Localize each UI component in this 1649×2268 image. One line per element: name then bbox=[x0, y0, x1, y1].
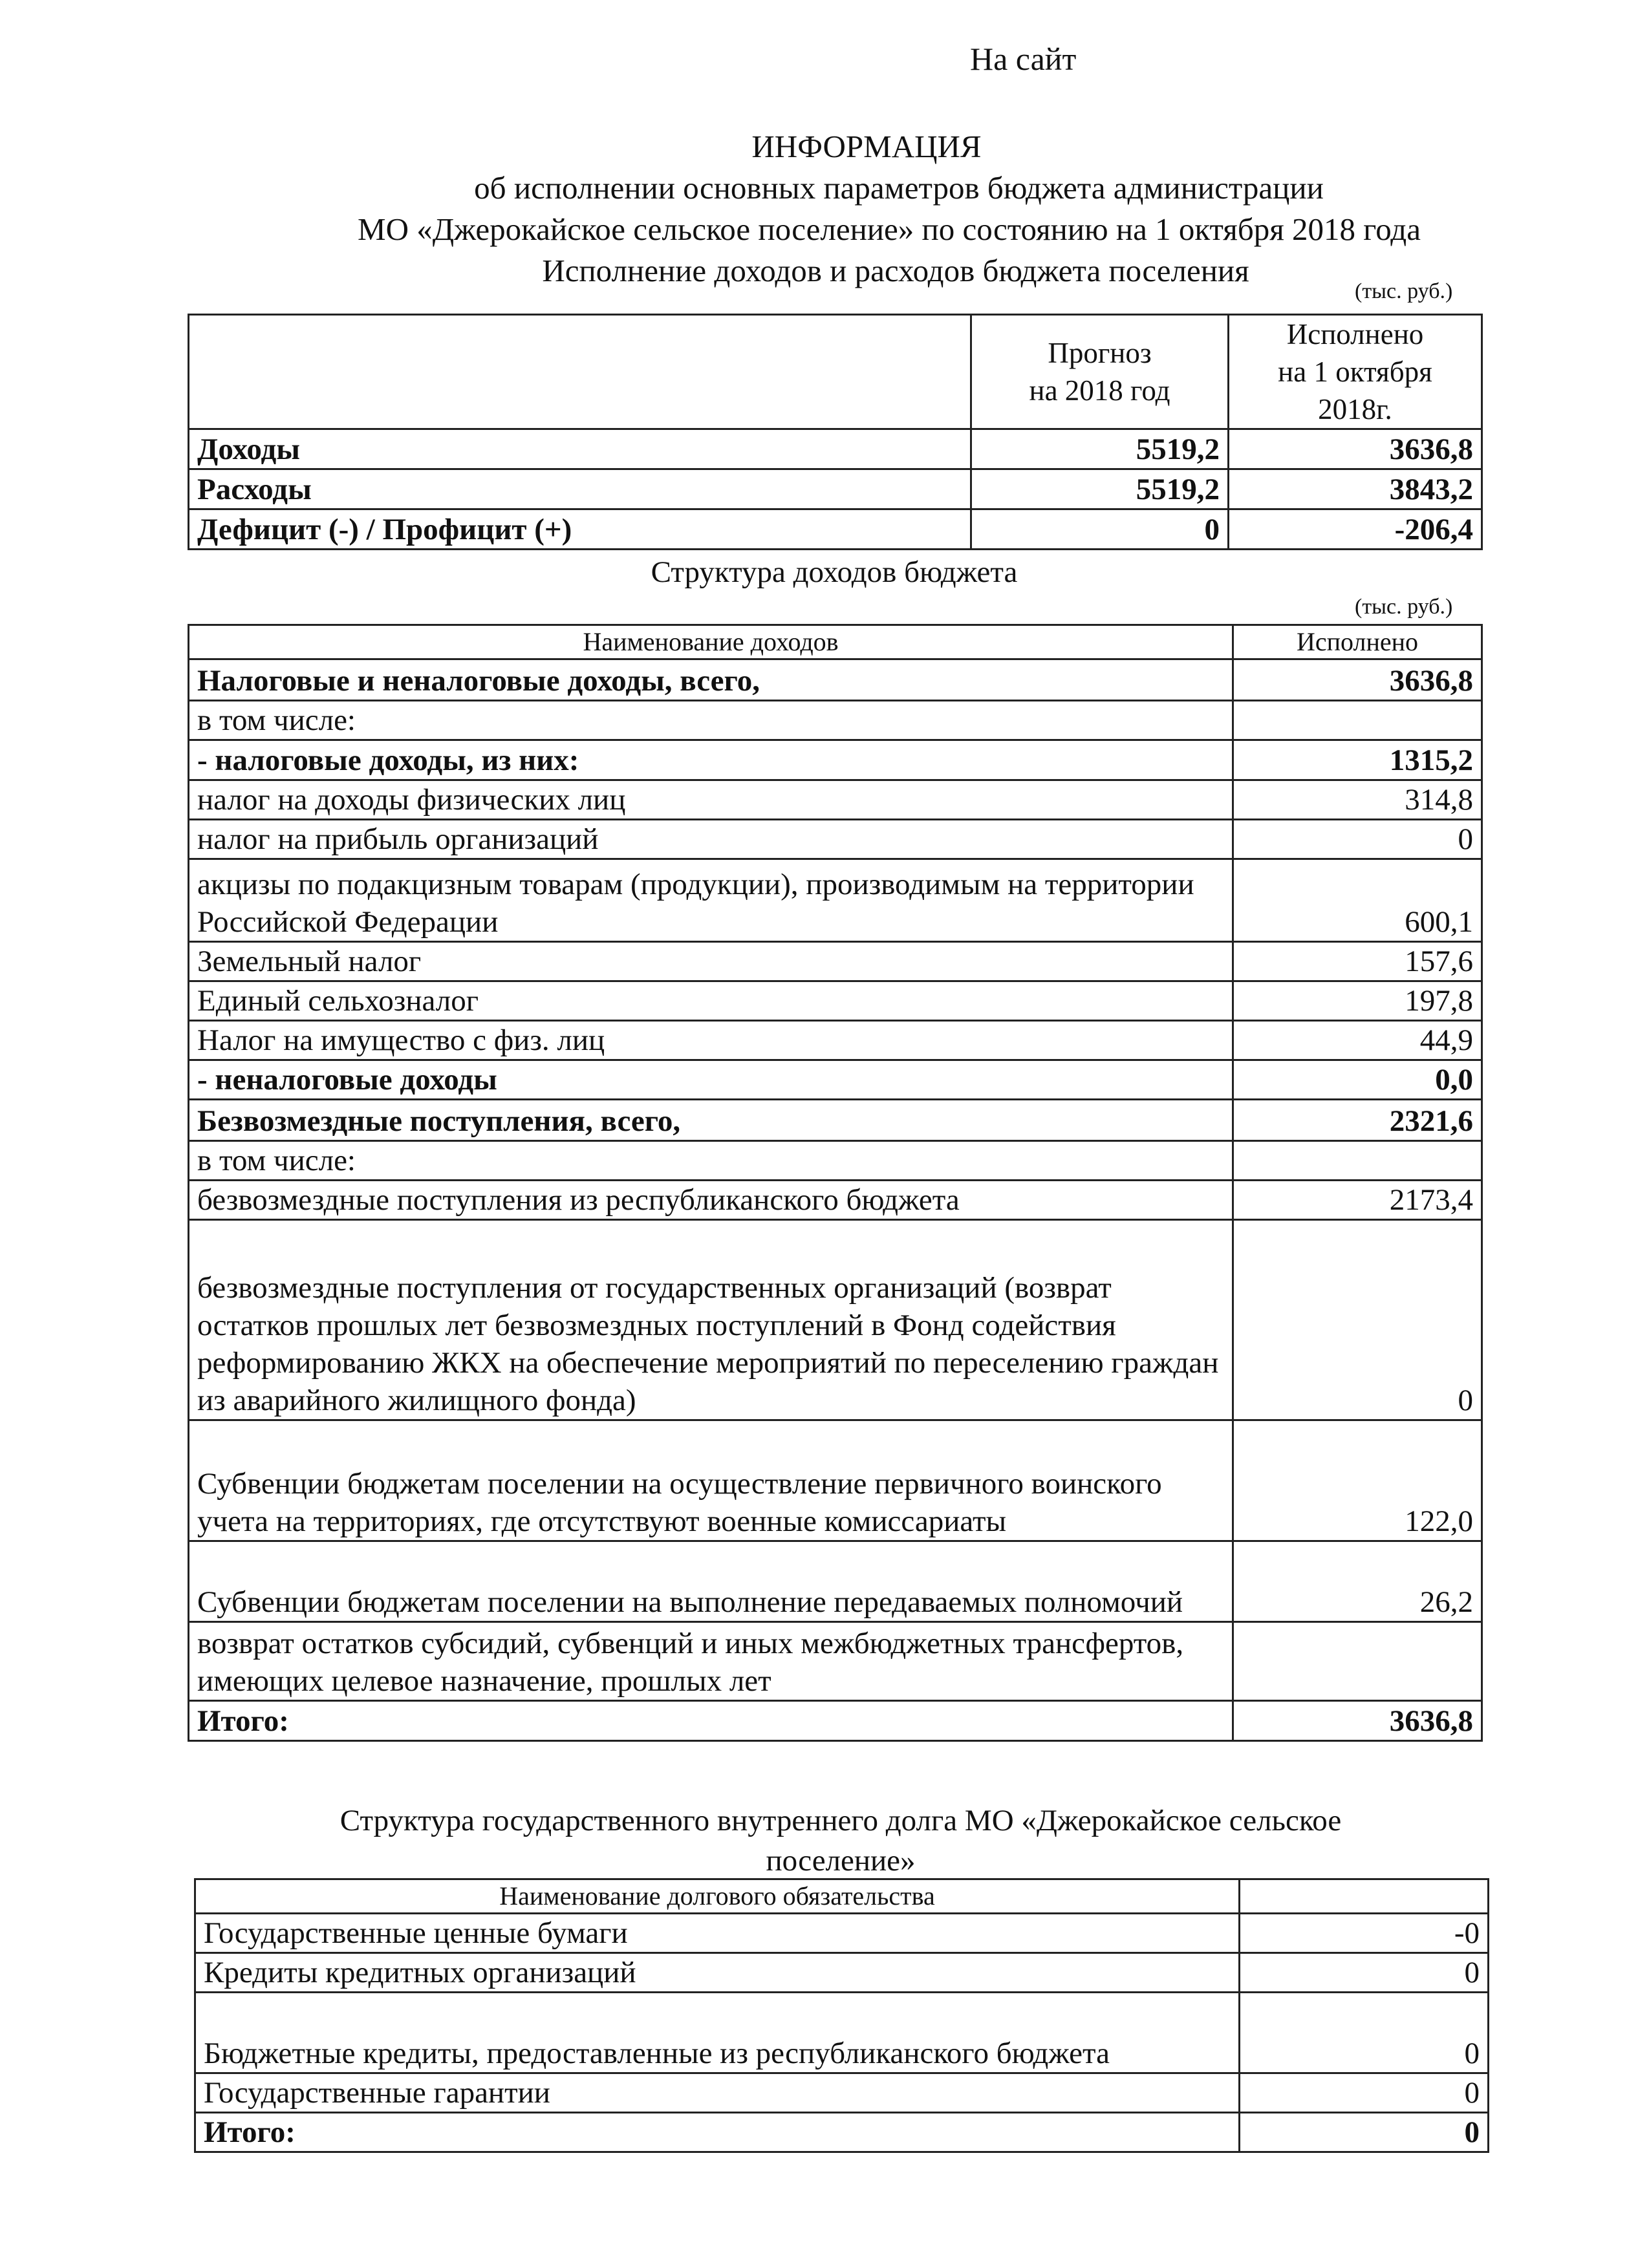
subtitle-line-3: Исполнение доходов и расходов бюджета поселения bbox=[542, 253, 1249, 288]
header-forecast bbox=[971, 315, 1229, 429]
row-value: 122,0 bbox=[1233, 1420, 1482, 1541]
row-forecast: 5519,2 bbox=[971, 429, 1229, 469]
na-sait-label: На сайт bbox=[970, 41, 1077, 77]
table-row bbox=[189, 1220, 1482, 1420]
row-name: Бюджетные кредиты, предоставленные из республиканского бюджета bbox=[195, 1993, 1240, 2073]
header-done-line3: 2018г. bbox=[1318, 393, 1392, 425]
table-row bbox=[189, 780, 1482, 820]
row-name: в том числе: bbox=[189, 701, 1233, 740]
row-value: 157,6 bbox=[1233, 942, 1482, 981]
row-name: безвозмездные поступления из республиканского бюджета bbox=[189, 1181, 1233, 1220]
table-row bbox=[195, 1953, 1489, 1993]
table-row bbox=[195, 1914, 1489, 1953]
row-value: 44,9 bbox=[1233, 1021, 1482, 1060]
row-name: Расходы bbox=[189, 469, 971, 509]
table-row bbox=[189, 509, 1482, 550]
row-done: 3843,2 bbox=[1229, 469, 1482, 509]
row-value: 314,8 bbox=[1233, 780, 1482, 820]
document-header bbox=[0, 126, 1649, 292]
row-name: Земельный налог bbox=[189, 942, 1233, 981]
table-row bbox=[189, 1622, 1482, 1701]
header-done bbox=[1229, 315, 1482, 429]
header-debt-name: Наименование долгового обязательства bbox=[195, 1879, 1240, 1914]
row-name: налог на доходы физических лиц bbox=[189, 780, 1233, 820]
row-name: возврат остатков субсидий, субвенций и иных межбюджетных трансфертов, имеющих целевое назначение, прошлых лет bbox=[189, 1622, 1233, 1701]
row-value: 3636,8 bbox=[1233, 659, 1482, 701]
table-row bbox=[189, 701, 1482, 740]
row-name: налог на прибыль организаций bbox=[189, 820, 1233, 859]
row-name: Итого: bbox=[195, 2113, 1240, 2152]
table-row bbox=[189, 859, 1482, 942]
table-row bbox=[195, 2073, 1489, 2113]
row-value: 0 bbox=[1240, 2073, 1489, 2113]
table-row bbox=[195, 2113, 1489, 2152]
table-row bbox=[189, 1141, 1482, 1181]
table-row bbox=[189, 1181, 1482, 1220]
row-name: - неналоговые доходы bbox=[189, 1060, 1233, 1100]
row-name: - налоговые доходы, из них: bbox=[189, 740, 1233, 780]
row-value: 0,0 bbox=[1233, 1060, 1482, 1100]
row-name: Безвозмездные поступления, всего, bbox=[189, 1100, 1233, 1141]
debt-title-line1: Структура государственного внутреннего долга МО «Джерокайское сельское bbox=[339, 1804, 1342, 1837]
row-value: 0 bbox=[1240, 1993, 1489, 2073]
row-value: 600,1 bbox=[1233, 859, 1482, 942]
row-value: 0 bbox=[1240, 2113, 1489, 2152]
row-name: Субвенции бюджетам поселении на выполнение передаваемых полномочий bbox=[189, 1541, 1233, 1622]
row-name: Кредиты кредитных организаций bbox=[195, 1953, 1240, 1993]
debt-structure-table bbox=[194, 1878, 1489, 2153]
subtitle-line-2: МО «Джерокайское сельское поселение» по состоянию на 1 октября 2018 года bbox=[358, 211, 1421, 247]
row-done: -206,4 bbox=[1229, 509, 1482, 550]
income-structure-table bbox=[188, 624, 1483, 1742]
row-name: Итого: bbox=[189, 1701, 1233, 1741]
row-name: Государственные ценные бумаги bbox=[195, 1914, 1240, 1953]
row-value: 2321,6 bbox=[1233, 1100, 1482, 1141]
row-forecast: 0 bbox=[971, 509, 1229, 550]
table-row bbox=[189, 1021, 1482, 1060]
row-value: 0 bbox=[1233, 1220, 1482, 1420]
document-title: ИНФОРМАЦИЯ bbox=[751, 129, 982, 164]
unit-label-1: (тыс. руб.) bbox=[1355, 279, 1453, 303]
row-value: 26,2 bbox=[1233, 1541, 1482, 1622]
header-debt-empty bbox=[1240, 1879, 1489, 1914]
row-value: -0 bbox=[1240, 1914, 1489, 1953]
table-row bbox=[189, 820, 1482, 859]
row-value bbox=[1233, 701, 1482, 740]
header-empty-cell bbox=[189, 315, 971, 429]
table-row bbox=[189, 1060, 1482, 1100]
table-row bbox=[189, 659, 1482, 701]
header-done-line2: на 1 октября bbox=[1278, 356, 1432, 388]
header-forecast-line1: Прогноз bbox=[1048, 337, 1152, 369]
table-row bbox=[189, 469, 1482, 509]
row-name: Государственные гарантии bbox=[195, 2073, 1240, 2113]
row-forecast: 5519,2 bbox=[971, 469, 1229, 509]
table-row bbox=[189, 942, 1482, 981]
header-income-done: Исполнено bbox=[1233, 625, 1482, 659]
income-structure-title: Структура доходов бюджета bbox=[651, 555, 1018, 589]
table-row bbox=[189, 429, 1482, 469]
row-name: безвозмездные поступления от государственных организаций (возврат остатков прошлых лет безвозмездных поступлений в Фонд содействия реформированию ЖКХ на обеспечение мероприятий по переселению граждан из аварийного жилищного фонда) bbox=[189, 1220, 1233, 1420]
row-name: акцизы по подакцизным товарам (продукции), производимым на территории Российской Федерации bbox=[189, 859, 1233, 942]
row-value: 2173,4 bbox=[1233, 1181, 1482, 1220]
row-value bbox=[1233, 1141, 1482, 1181]
row-name: Дефицит (-) / Профицит (+) bbox=[189, 509, 971, 550]
subtitle-line-1: об исполнении основных параметров бюджета администрации bbox=[474, 170, 1324, 206]
table-row bbox=[189, 740, 1482, 780]
row-value: 0 bbox=[1233, 820, 1482, 859]
row-name: Единый сельхозналог bbox=[189, 981, 1233, 1021]
table-row bbox=[189, 1420, 1482, 1541]
debt-structure-title bbox=[188, 1801, 1494, 1881]
row-value: 3636,8 bbox=[1233, 1701, 1482, 1741]
table-row bbox=[189, 1701, 1482, 1741]
row-name: Налоговые и неналоговые доходы, всего, bbox=[189, 659, 1233, 701]
row-value: 197,8 bbox=[1233, 981, 1482, 1021]
row-name: Доходы bbox=[189, 429, 971, 469]
row-done: 3636,8 bbox=[1229, 429, 1482, 469]
row-value bbox=[1233, 1622, 1482, 1701]
table-row bbox=[195, 1993, 1489, 2073]
unit-label-2: (тыс. руб.) bbox=[1355, 595, 1453, 619]
header-forecast-line2: на 2018 год bbox=[1029, 374, 1170, 407]
row-value: 0 bbox=[1240, 1953, 1489, 1993]
table-row bbox=[189, 1541, 1482, 1622]
row-value: 1315,2 bbox=[1233, 740, 1482, 780]
table-row bbox=[189, 1100, 1482, 1141]
row-name: Субвенции бюджетам поселении на осуществление первичного воинского учета на территориях, где отсутствуют военные комиссариаты bbox=[189, 1420, 1233, 1541]
table-row bbox=[189, 981, 1482, 1021]
row-name: Налог на имущество с физ. лиц bbox=[189, 1021, 1233, 1060]
budget-execution-table bbox=[188, 314, 1483, 550]
debt-title-line2: поселение» bbox=[766, 1844, 916, 1878]
header-income-name: Наименование доходов bbox=[189, 625, 1233, 659]
row-name: в том числе: bbox=[189, 1141, 1233, 1181]
header-done-line1: Исполнено bbox=[1286, 318, 1424, 350]
